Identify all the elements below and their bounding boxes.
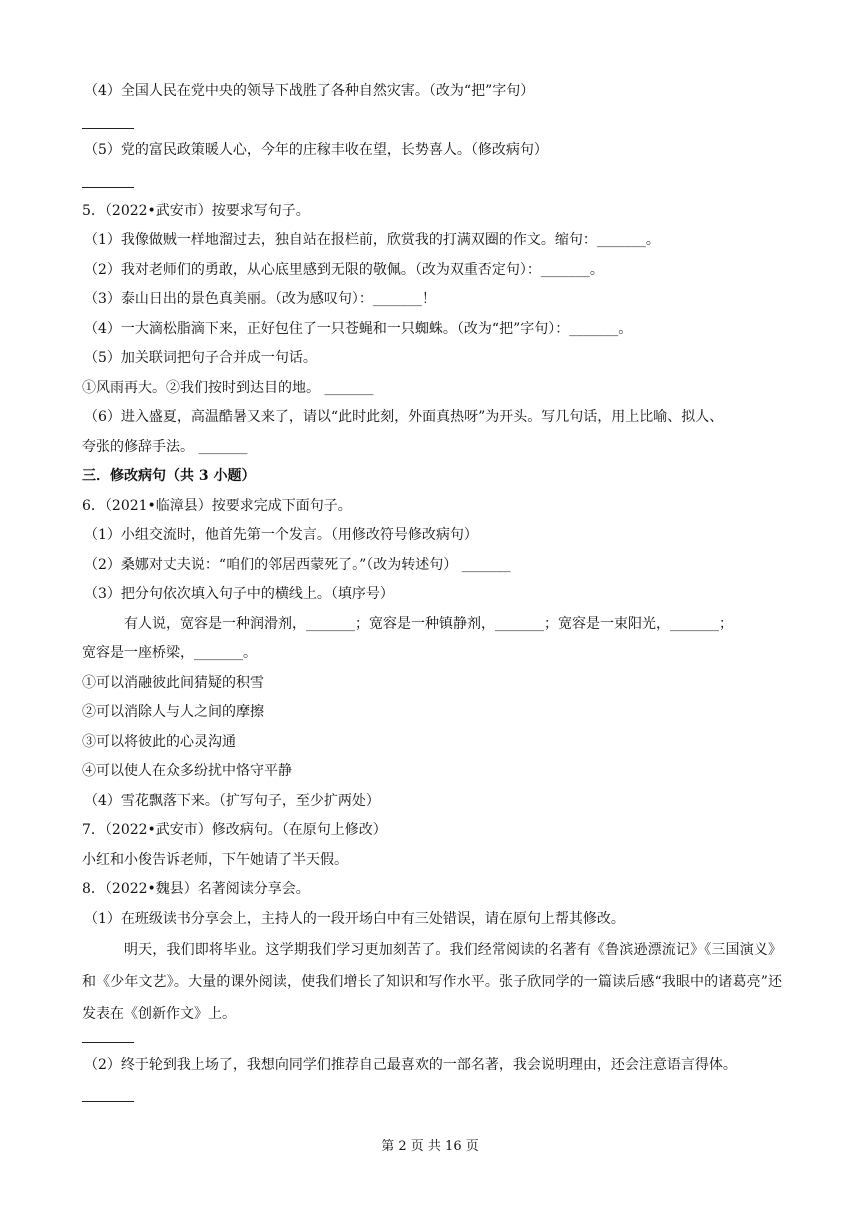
question-6-3-sentence-cont: 宽容是一座桥梁，_______。 xyxy=(82,645,257,661)
question-6-1: （1）小组交流时，他首先第一个发言。（用修改符号修改病句） xyxy=(84,527,478,543)
question-7-sentence: 小红和小俊告诉老师，下午她请了半天假。 xyxy=(82,852,348,868)
question-8-title: 8．（2022•魏县）名著阅读分享会。 xyxy=(82,881,310,897)
question-5-3: （3）泰山日出的景色真美丽。（改为感叹句）：_______！ xyxy=(84,291,436,307)
section-heading: 三．修改病句（共 3 小题） xyxy=(82,468,256,484)
question-5-title: 5．（2022•武安市）按要求写句子。 xyxy=(82,203,310,219)
option-1: ①可以消融彼此间猜疑的积雪 xyxy=(82,675,264,691)
answer-blank[interactable] xyxy=(82,187,134,188)
question-5-4: （4）一大滴松脂滴下来，正好包住了一只苍蝇和一只蜘蛛。（改为“把”字句）：_______。 xyxy=(84,321,633,337)
question-5-5: （5）加关联词把句子合并成一句话。 xyxy=(84,350,317,366)
question-5-5-sentences: ①风雨再大。②我们按时到达目的地。 _______ xyxy=(82,380,374,396)
answer-blank[interactable] xyxy=(82,128,134,129)
question-6-4: （4）雪花飘落下来。（扩写句子，至少扩两处） xyxy=(84,793,380,809)
question-6-title: 6．（2021•临漳县）按要求完成下面句子。 xyxy=(82,498,352,514)
question-7-title: 7．（2022•武安市）修改病句。（在原句上修改） xyxy=(82,822,387,838)
question-5-6-cont: 夸张的修辞手法。 _______ xyxy=(82,439,248,455)
question-4-5: （5）党的富民政策暖人心，今年的庄稼丰收在望，长势喜人。（修改病句） xyxy=(84,142,548,158)
option-4: ④可以使人在众多纷扰中恪守平静 xyxy=(82,763,292,779)
question-5-1: （1）我像做贼一样地溜过去，独自站在报栏前，欣赏我的打满双圈的作文。缩句：_______。 xyxy=(84,232,660,248)
option-2: ②可以消除人与人之间的摩擦 xyxy=(82,704,264,720)
question-6-3: （3）把分句依次填入句子中的横线上。（填序号） xyxy=(84,586,394,602)
question-5-6: （6）进入盛夏，高温酷暑又来了，请以“此时此刻，外面真热呀”为开头。写几句话，用上比喻、拟人、 xyxy=(84,409,724,425)
answer-blank[interactable] xyxy=(82,1042,134,1043)
question-4-4: （4）全国人民在党中央的领导下战胜了各种自然灾害。（改为“把”字句） xyxy=(84,83,535,99)
question-6-3-sentence: 有人说，宽容是一种润滑剂，_______；宽容是一种镇静剂，_______；宽容是一束阳光，_______； xyxy=(124,616,733,632)
question-6-2: （2）桑娜对丈夫说：“咱们的邻居西蒙死了。”（改为转述句） _______ xyxy=(84,557,511,573)
question-8-2: （2）终于轮到我上场了，我想向同学们推荐自己最喜欢的一部名著，我会说明理由，还会注意语言得体。 xyxy=(84,1057,737,1073)
answer-blank[interactable] xyxy=(82,1101,134,1102)
opening-remarks-paragraph: 明天，我们即将毕业。这学期我们学习更加刻苦了。我们经常阅读的名著有《鲁滨逊漂流记》《三国演义》和《少年文艺》。大量的课外阅读，使我们增长了知识和写作水平。张子欣同学的一篇读后感“我眼中的诸葛亮”还发表在《创新作文》上。 xyxy=(82,942,782,1022)
question-5-2: （2）我对老师们的勇敢，从心底里感到无限的敬佩。（改为双重否定句）：_______。 xyxy=(84,262,604,278)
page-number-footer: 第 2 页 共 16 页 xyxy=(381,1139,479,1154)
option-3: ③可以将彼此的心灵沟通 xyxy=(82,734,236,750)
question-8-1: （1）在班级读书分享会上，主持人的一段开场白中有三处错误，请在原句上帮其修改。 xyxy=(84,911,625,927)
